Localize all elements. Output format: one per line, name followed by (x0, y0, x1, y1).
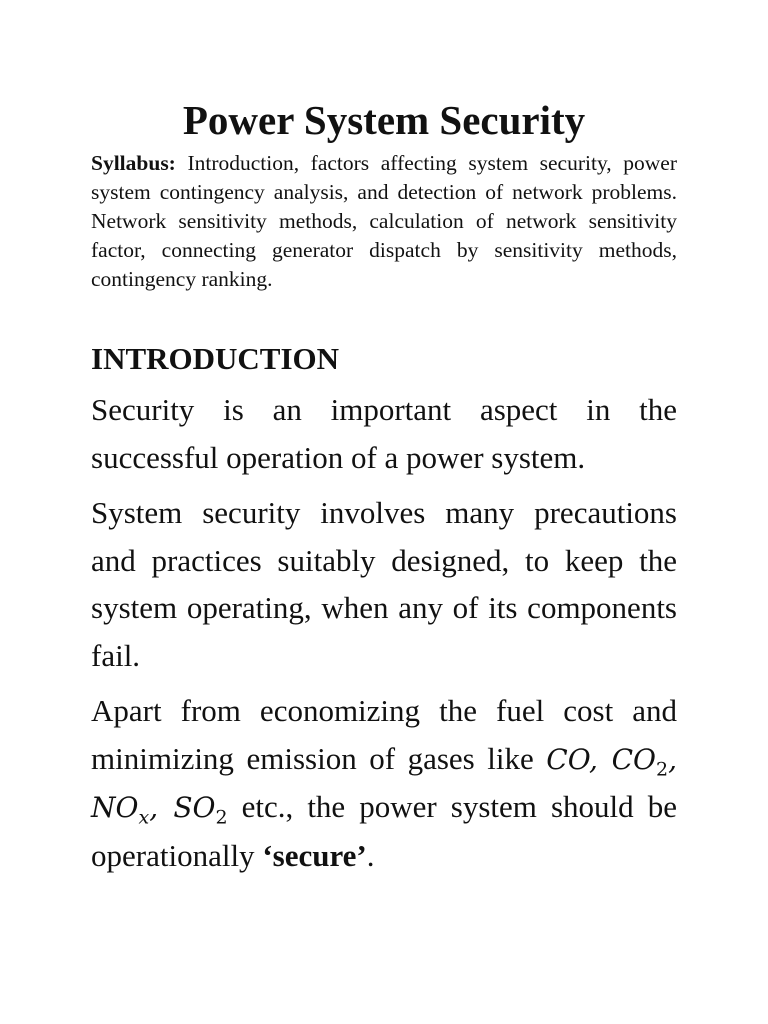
section-heading-introduction: INTRODUCTION (91, 341, 340, 376)
formula-nox-subscript: x (138, 806, 150, 829)
syllabus-paragraph (91, 149, 677, 294)
formula-separator: , (149, 791, 174, 824)
secure-word: ‘secure’ (262, 837, 367, 873)
formula-co2-subscript: 2 (656, 758, 669, 781)
paragraph-text-part1: Apart from economizing the fuel cost and minimizing emission of gases like (91, 693, 677, 776)
syllabus-text: Introduction, factors affecting system security, power system contingency analysis, and detection of network problems. Network sensitivity methods, calculation of network sensitivity factor, connecting generator dispatch by sensitivity methods, contingency ranking. (91, 151, 677, 291)
document-page (91, 92, 677, 887)
formula-co2-base: CO (611, 742, 656, 776)
paragraph-system-security: System security involves many precautions and practices suitably designed, to keep the system operating, when any of its components fail. (91, 495, 677, 673)
formula-so2 (173, 791, 228, 829)
paragraph-security-importance: Security is an important aspect in the successful operation of a power system. (91, 392, 677, 475)
formula-co: CO (546, 742, 590, 776)
formula-separator: , (589, 742, 612, 776)
syllabus-label: Syllabus: (91, 151, 176, 175)
formula-nox-base: NO (91, 791, 139, 824)
formula-so2-base: SO (173, 791, 216, 824)
document-title: Power System Security (182, 97, 586, 143)
formula-co2 (611, 742, 669, 781)
paragraph-text-part2: etc., the power system should be operationally (91, 789, 677, 873)
paragraph-end: . (366, 837, 375, 873)
paragraph-operationally-secure (91, 687, 677, 879)
formula-separator: , (668, 742, 677, 776)
formula-nox (91, 791, 150, 829)
formula-so2-subscript: 2 (215, 806, 228, 829)
